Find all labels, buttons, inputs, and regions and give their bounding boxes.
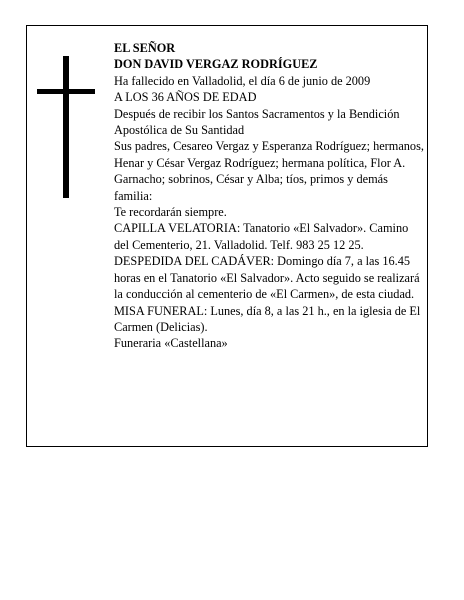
cross-icon [37,56,95,198]
deceased-name: DON DAVID VERGAZ RODRÍGUEZ [114,57,318,72]
cross-vertical-bar [63,56,69,198]
death-line: Ha fallecido en Valladolid, el día 6 de junio de 2009 [114,73,371,88]
family-list: Sus padres, Cesareo Vergaz y Esperanza Rodríguez; hermanos, Henar y César Vergaz Rodríguez; hermana política, Flor A. Garnacho; sobrinos, César y Alba; tíos, primos y demás familia: [114,139,424,203]
cross-horizontal-bar [37,89,95,94]
obituary-notice [26,25,428,447]
funeral-home: Funeraria «Castellana» [114,336,228,351]
sacraments-line: Después de recibir los Santos Sacramentos y la Bendición Apostólica de Su Santidad [114,106,400,138]
farewell-info: DESPEDIDA DEL CADÁVER: Domingo día 7, a las 16.45 horas en el Tanatorio «El Salvador». Acto seguido se realizará la conducción al cementerio de «El Carmen», de esta ciudad. [114,254,420,302]
remembrance-line: Te recordarán siempre. [114,205,227,220]
age-line: A LOS 36 AÑOS DE EDAD [114,90,257,105]
obituary-text [114,40,426,352]
mass-info: MISA FUNERAL: Lunes, día 8, a las 21 h., en la iglesia de El Carmen (Delicias). [114,303,421,334]
honorific-title: EL SEÑOR [114,41,176,55]
wake-info: CAPILLA VELATORIA: Tanatorio «El Salvador». Camino del Cementerio, 21. Valladolid. Telf. 983 25 12 25. [114,221,409,252]
